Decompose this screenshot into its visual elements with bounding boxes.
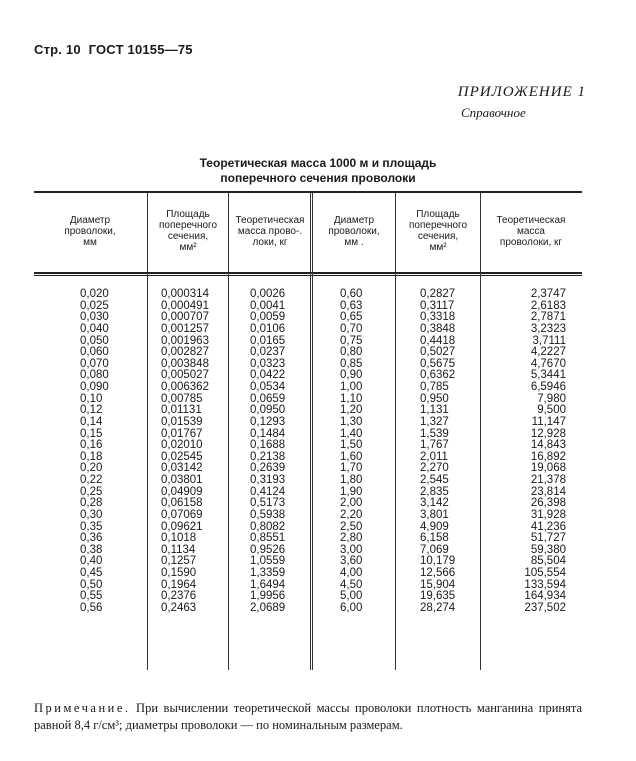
table-cell: 11,147: [531, 415, 566, 428]
table-cell: 2,0689: [250, 601, 286, 614]
table-cell: 0,18: [80, 450, 103, 463]
table-cell: 1,70: [340, 462, 363, 475]
table-cell: 0,03142: [161, 462, 203, 475]
table-cell: 0,14: [80, 415, 103, 428]
table-cell: 0,070: [80, 357, 109, 370]
table-cell: 0,55: [80, 590, 103, 603]
table-cell: 0,30: [80, 508, 103, 521]
table-top-rule: [34, 191, 582, 193]
table-cell: 0,5027: [420, 346, 456, 359]
table-cell: 15,904: [420, 578, 456, 591]
table-cell: 0,8551: [250, 532, 286, 545]
table-cell: 0,04909: [161, 485, 203, 498]
table-cell: 164,934: [524, 590, 566, 603]
table-cell: 0,56: [80, 601, 103, 614]
table-cell: 28,274: [420, 601, 456, 614]
table-cell: 0,4124: [250, 485, 286, 498]
table-cell: 0,0659: [250, 392, 286, 405]
table-cell: 0,8082: [250, 520, 286, 533]
header-rule-second: [34, 275, 582, 276]
table-cell: 51,727: [530, 532, 566, 545]
table-cell: 0,63: [340, 299, 363, 312]
table-cell: 0,10: [80, 392, 103, 405]
table-cell: 2,6183: [530, 299, 566, 312]
table-cell: 0,6362: [420, 369, 456, 382]
table-cell: 0,1293: [250, 415, 286, 428]
table-cell: 0,000707: [161, 311, 209, 324]
table-cell: 0,003848: [161, 357, 209, 370]
column-area-right: [420, 289, 455, 615]
column-diameter-left: [80, 289, 109, 615]
table-cell: 0,01539: [161, 415, 203, 428]
table-cell: 21,378: [530, 474, 566, 486]
table-cell: 19,068: [530, 462, 566, 475]
table-cell: 6,158: [420, 532, 449, 545]
table-cell: 4,50: [340, 578, 363, 591]
table-cell: 31,928: [530, 508, 566, 521]
table-cell: 0,36: [80, 532, 103, 545]
table-cell: 0,006362: [161, 381, 209, 393]
table-cell: 7,069: [420, 543, 449, 556]
page-number: Стр. 10: [34, 42, 81, 57]
table-title-line1: Теоретическая масса 1000 м и площадь: [199, 156, 437, 170]
table-cell: 2,50: [340, 520, 363, 533]
column-mass-right: [494, 289, 566, 615]
column-divider: [395, 193, 396, 670]
table-cell: 0,040: [80, 322, 109, 335]
table-cell: 0,80: [340, 346, 363, 359]
table-cell: 3,2323: [530, 322, 566, 335]
table-cell: 3,60: [340, 555, 363, 568]
table-cell: 0,0237: [250, 346, 286, 359]
table-cell: 2,270: [420, 462, 449, 475]
table-cell: 3,00: [340, 543, 363, 556]
table-cell: 0,005027: [161, 369, 209, 382]
table-cell: 0,950: [420, 392, 449, 405]
header-area-left: Площадь поперечного сечения, мм²: [158, 209, 218, 253]
table-cell: 2,00: [340, 497, 363, 510]
column-area-left: [161, 289, 209, 615]
table-cell: 1,60: [340, 450, 363, 463]
footnote-label: Примечание.: [34, 701, 131, 715]
table-cell: 0,080: [80, 369, 109, 382]
table-cell: 0,16: [80, 439, 103, 452]
table-cell: 1,50: [340, 439, 363, 452]
table-cell: 0,50: [80, 578, 103, 591]
table-cell: 0,85: [340, 357, 363, 370]
table-cell: 0,2376: [161, 590, 197, 603]
table-cell: 0,1688: [250, 439, 286, 452]
table-cell: 0,002827: [161, 346, 209, 359]
table-cell: 9,500: [537, 404, 566, 417]
table-cell: 3,142: [420, 497, 449, 510]
table-cell: 41,236: [530, 520, 566, 533]
appendix-subtitle: Справочное: [461, 105, 526, 120]
table-cell: 0,03801: [161, 474, 203, 486]
table-cell: 0,0026: [250, 288, 286, 300]
table-cell: 2,011: [420, 450, 448, 463]
table-cell: 5,00: [340, 590, 363, 603]
table-cell: 1,20: [340, 404, 363, 417]
column-diameter-right: [340, 289, 362, 615]
table-cell: 0,0422: [250, 369, 286, 382]
table-cell: 16,892: [530, 450, 566, 463]
table-cell: 0,00785: [161, 392, 203, 405]
header-area-right: Площадь поперечного сечения, мм²: [408, 209, 468, 253]
table-cell: 0,0059: [250, 311, 286, 324]
table-cell: 0,65: [340, 311, 363, 324]
table-cell: 0,3848: [420, 322, 456, 335]
table-cell: 1,00: [340, 381, 363, 393]
table-cell: 0,3318: [420, 311, 456, 324]
table-cell: 0,1257: [161, 555, 197, 568]
table-cell: 7,980: [537, 392, 566, 405]
table-cell: 59,380: [530, 543, 566, 556]
table-cell: 1,539: [420, 427, 449, 440]
table-cell: 1,0559: [250, 555, 286, 568]
table-cell: 0,06158: [161, 497, 203, 510]
table-cell: 3,801: [420, 508, 449, 521]
footnote-text: При вычислении теоретической массы проволоки плотность манганина принята равной 8,4 г/см³; диаметры проволоки — по номинальным размерам.: [34, 701, 582, 732]
table-cell: 0,28: [80, 497, 103, 510]
footnote: [34, 700, 582, 734]
column-mass-left: [250, 289, 285, 615]
table-cell: 0,2463: [161, 601, 197, 614]
table-cell: 0,20: [80, 462, 103, 475]
table-cell: 0,02545: [161, 450, 203, 463]
table-cell: 0,5675: [420, 357, 456, 370]
table-cell: 105,554: [524, 567, 566, 579]
table-cell: 0,090: [80, 381, 109, 393]
table-cell: 0,01767: [161, 427, 203, 440]
table-cell: 0,35: [80, 520, 103, 533]
table-cell: 12,566: [420, 567, 456, 579]
table-cell: 0,9526: [250, 543, 286, 556]
table-cell: 2,80: [340, 532, 363, 545]
table-cell: 23,814: [530, 485, 566, 498]
header-rule: [34, 272, 582, 274]
table-cell: 2,545: [420, 474, 449, 486]
table-cell: 26,398: [530, 497, 566, 510]
table-cell: 1,131: [420, 404, 449, 417]
table-cell: 0,050: [80, 334, 109, 347]
table-cell: 12,928: [530, 427, 566, 440]
column-divider-double: [310, 193, 311, 670]
table-cell: 0,025: [80, 299, 109, 312]
table-cell: 6,00: [340, 601, 363, 614]
standard-code: ГОСТ 10155—75: [88, 42, 193, 57]
table-cell: 0,60: [340, 288, 363, 300]
table-cell: 0,1018: [161, 532, 197, 545]
table-cell: 0,70: [340, 322, 363, 335]
table-cell: 2,835: [420, 485, 449, 498]
table-cell: 0,15: [80, 427, 103, 440]
table-cell: 4,2227: [530, 346, 566, 359]
table-cell: 4,7670: [530, 357, 566, 370]
table-cell: 19,635: [420, 590, 456, 603]
table-cell: 0,3193: [250, 474, 286, 486]
table-title-line2: поперечного сечения проволоки: [220, 171, 416, 185]
table-cell: 0,5938: [250, 508, 286, 521]
table-cell: 0,001257: [161, 322, 209, 335]
table-cell: 0,38: [80, 543, 103, 556]
table-cell: 0,1484: [250, 427, 286, 440]
table-cell: 1,767: [420, 439, 449, 452]
table-cell: 0,2138: [250, 450, 286, 463]
table-cell: 1,30: [340, 415, 363, 428]
column-divider: [228, 193, 229, 670]
table-cell: 0,90: [340, 369, 363, 382]
table-cell: 6,5946: [530, 381, 566, 393]
table-cell: 1,3359: [250, 567, 286, 579]
table-cell: 0,22: [80, 474, 103, 486]
table-cell: 0,785: [420, 381, 449, 393]
table-cell: 0,1964: [161, 578, 197, 591]
appendix-title: ПРИЛОЖЕНИЕ 1: [457, 84, 586, 100]
table-cell: 1,327: [420, 415, 449, 428]
table-cell: 0,0165: [250, 334, 286, 347]
table-cell: 0,45: [80, 567, 103, 579]
table-cell: 0,40: [80, 555, 103, 568]
table-cell: 2,20: [340, 508, 363, 521]
table-cell: 0,2639: [250, 462, 286, 475]
table-cell: 0,0106: [250, 322, 286, 335]
table-cell: 0,07069: [161, 508, 203, 521]
table-cell: 0,000491: [161, 299, 209, 312]
header-mass-right: Теоретическая масса проволоки, кг: [496, 215, 566, 248]
table-cell: 2,7871: [530, 311, 566, 324]
table-cell: 85,504: [530, 555, 566, 568]
column-divider: [480, 193, 481, 670]
header-diameter-right: Диаметр проволоки, мм .: [328, 215, 380, 248]
table-cell: 0,030: [80, 311, 109, 324]
table-cell: 14,843: [530, 439, 566, 452]
table-cell: 3,7111: [532, 334, 566, 347]
table-cell: 1,40: [340, 427, 363, 440]
table-cell: 0,02010: [161, 439, 203, 452]
table-cell: 0,0041: [250, 299, 286, 312]
table-cell: 2,3747: [530, 288, 566, 300]
table-cell: 133,594: [524, 578, 566, 591]
table-cell: 1,80: [340, 474, 363, 486]
table-cell: 0,1134: [161, 543, 196, 556]
table-title: [0, 156, 636, 186]
table-cell: 0,01131: [161, 404, 202, 417]
header-mass-left: Теоретическая масса прово-. локи, кг: [235, 215, 305, 248]
table-cell: 0,020: [80, 288, 109, 300]
table-cell: 0,5173: [250, 497, 286, 510]
header-diameter-left: Диаметр проволоки, мм: [64, 215, 116, 248]
table-cell: 0,060: [80, 346, 109, 359]
table-cell: 1,10: [340, 392, 363, 405]
table-cell: 4,00: [340, 567, 363, 579]
table-cell: 4,909: [420, 520, 449, 533]
table-cell: 0,0534: [250, 381, 286, 393]
table-cell: 0,1590: [161, 567, 197, 579]
table-cell: 237,502: [524, 601, 566, 614]
table-cell: 0,75: [340, 334, 363, 347]
table-cell: 5,3441: [530, 369, 566, 382]
column-divider: [147, 193, 148, 670]
table-cell: 0,3117: [420, 299, 455, 312]
table-cell: 0,001963: [161, 334, 209, 347]
table-cell: 1,9956: [250, 590, 286, 603]
page-header: [34, 42, 197, 57]
table-cell: 1,6494: [250, 578, 286, 591]
table-cell: 1,90: [340, 485, 363, 498]
table-cell: 10,179: [420, 555, 456, 568]
table-cell: 0,000314: [161, 288, 209, 300]
table-cell: 0,25: [80, 485, 103, 498]
table-cell: 0,4418: [420, 334, 456, 347]
table-cell: 0,0323: [250, 357, 286, 370]
table-cell: 0,0950: [250, 404, 286, 417]
table-cell: 0,12: [80, 404, 103, 417]
table-cell: 0,09621: [161, 520, 203, 533]
table-cell: 0,2827: [420, 288, 456, 300]
